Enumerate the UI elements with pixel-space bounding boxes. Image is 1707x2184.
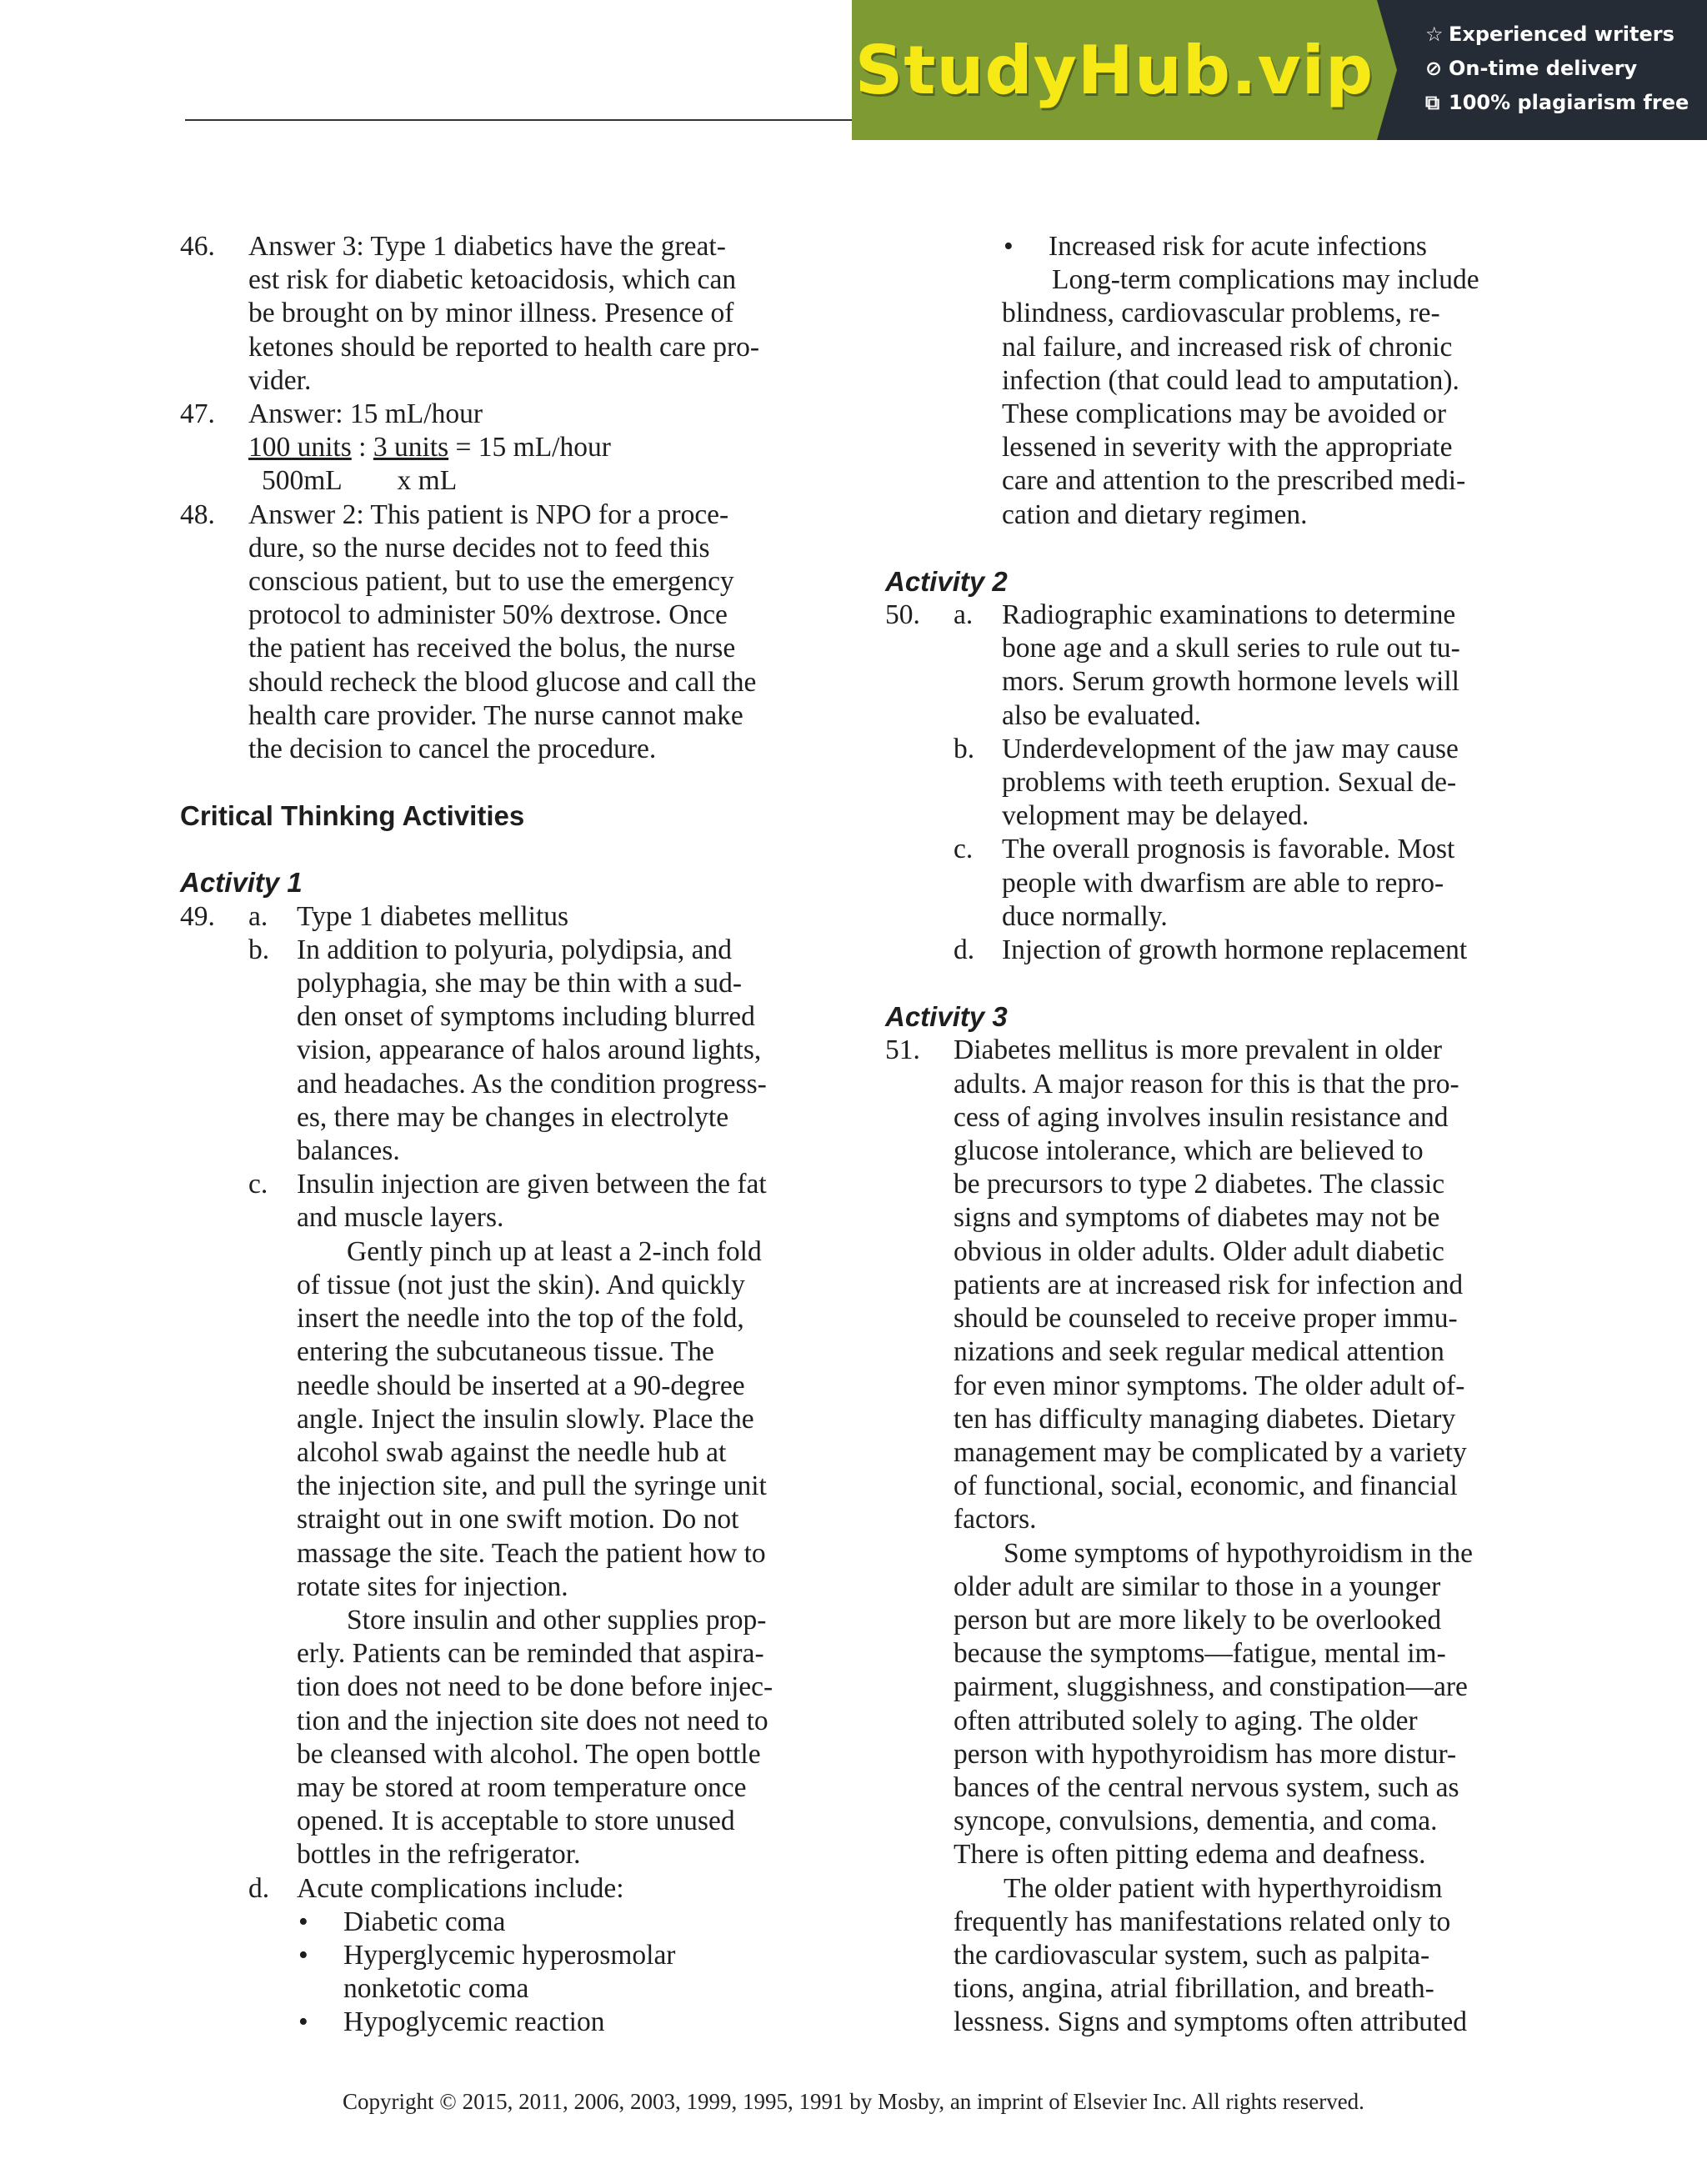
activity-3-heading: Activity 3	[885, 1001, 1008, 1033]
studyhub-banner[interactable]	[852, 0, 1707, 140]
header-rule	[185, 119, 859, 121]
answer-50	[885, 599, 1527, 967]
item-50b: b. Underdevelopment of the jaw may cause problems with teeth eruption. Sexual de- velopment may be delayed.	[954, 733, 1459, 832]
question-number: 49.	[180, 900, 215, 932]
question-number: 50.	[885, 599, 920, 631]
answer-46: 46. Answer 3: Type 1 diabetics have the great- est risk for diabetic ketoacidosis, which can be brought on by minor illness. Presence of ketones should be reported to health care pro- vider.	[180, 230, 827, 398]
banner-logo-text: StudyHub.vip	[854, 31, 1374, 109]
item-49a: a. Type 1 diabetes mellitus	[248, 900, 569, 932]
bullet-icon: •	[298, 1939, 308, 1971]
question-number: 51.	[885, 1034, 920, 1066]
item-49c: c. Insulin injection are given between the fat and muscle layers. Gently pinch up at least a 2-inch fold of tissue (not just the skin). And quickly insert the needle into the top of the fold, entering the subcutaneous tissue. The needle should be inserted at a 90-degree angle. Inject the insulin slowly. Place the alcohol swab against the needle hub at the injection site, and pull the syringe unit straight out in one swift motion. Do not massage the site. Teach the patient how to rotate sites for injection. Store insulin and other supplies prop- erly. Patients can be reminded that aspira- tion does not need to be done before injec- tion and the injection site does not need to be cleansed with alcohol. The open bottle may be stored at room temperature once opened. It is acceptable to store unused bottles in the refrigerator.	[248, 1169, 773, 1871]
copy-check-icon: ⧉	[1425, 91, 1440, 114]
list-item: • Increased risk for acute infections	[885, 230, 1527, 263]
answer-51: 51. Diabetes mellitus is more prevalent in older adults. A major reason for this is that the pro- cess of aging involves insulin resistance and glucose intolerance, which are believed to be precursors to type 2 diabetes. The classic signs and symptoms of diabetes may not be obvious in older adults. Older adult diabetic patients are at increased risk for infection and should be counseled to receive proper immu- nizations and seek regular medical attention for even minor symptoms. The older adult of- ten has difficulty managing diabetes. Dietary management may be complicated by a variety of functional, social, economic, and financial factors. Some symptoms of hypothyroidism in the older adult are similar to those in a younger person but are more likely to be overlooked because the symptoms—fatigue, mental im- pairment, sluggishness, and constipation—are often attributed solely to aging. The older person with hypothyroidism has more distur- bances of the central nervous system, such as syncope, convulsions, dementia, and coma. There is often pitting edema and deafness. The older patient with hyperthyroidism frequently has manifestations related only to the cardiovascular system, such as palpita- tions, angina, atrial fibrillation, and breath- lessness. Signs and symptoms often attributed	[885, 1034, 1527, 2039]
feature-on-time-delivery: ⊘ On-time delivery	[1425, 57, 1638, 80]
answer-47: 47. Answer: 15 mL/hour 100 units : 3 units = 15 mL/hour 500mL x mL	[180, 398, 827, 498]
list-item: • Hypoglycemic reaction	[297, 2006, 827, 2039]
banner-features	[1377, 0, 1707, 140]
item-50d: d. Injection of growth hormone replacement	[954, 934, 1468, 966]
long-term-complications: Long-term complications may include blindness, cardiovascular problems, re- nal failure, and increased risk of chronic infection (that could lead to amputation). These complications may be avoided or lessened in severity with the appropriate care and attention to the prescribed medi- cation and dietary regimen.	[1002, 264, 1479, 530]
dosage-calculation: 100 units : 3 units = 15 mL/hour	[248, 432, 611, 463]
list-item: • Diabetic coma	[297, 1906, 827, 1939]
item-50a: a. Radiographic examinations to determine bone age and a skull series to rule out tu- mors. Serum growth hormone levels will also be evaluated.	[954, 599, 1460, 731]
answer-48: 48. Answer 2: This patient is NPO for a proce- dure, so the nurse decides not to feed this conscious patient, but to use the emergency protocol to administer 50% dextrose. Once the patient has received the bolus, the nurse should recheck the blood glucose and call the health care provider. The nurse cannot make the decision to cancel the procedure.	[180, 498, 827, 767]
bullet-icon: •	[298, 2006, 308, 2038]
copyright-footer: Copyright © 2015, 2011, 2006, 2003, 1999, 1995, 1991 by Mosby, an imprint of Elsevier Inc. All rights reserved.	[343, 2089, 1364, 2114]
star-icon: ☆	[1425, 23, 1444, 46]
activity-1-heading: Activity 1	[180, 867, 303, 899]
clock-icon: ⊘	[1425, 57, 1443, 80]
item-49b: b. In addition to polyuria, polydipsia, and polyphagia, she may be thin with a sud- den onset of symptoms including blurred vision, appearance of halos around lights, and headaches. As the condition progress- es, there may be changes in electrolyte balances.	[248, 934, 767, 1167]
feature-experienced-writers: ☆ Experienced writers	[1425, 23, 1674, 46]
banner-logo[interactable]	[852, 0, 1377, 140]
left-column	[180, 230, 827, 2040]
right-column	[885, 230, 1527, 2040]
item-49d: d. Acute complications include: • Diabetic coma • Hyperglycemic hyperosmolar nonketotic coma • Hypoglycemic reaction	[248, 1872, 827, 2040]
bullet-icon: •	[1004, 231, 1014, 262]
list-item: • Hyperglycemic hyperosmolar nonketotic coma	[297, 1939, 827, 2006]
item-50c: c. The overall prognosis is favorable. Most people with dwarfism are able to repro- duce normally.	[954, 834, 1455, 932]
feature-plagiarism-free: ⧉ 100% plagiarism free	[1425, 91, 1689, 114]
section-heading: Critical Thinking Activities	[180, 800, 525, 832]
question-number: 48.	[180, 498, 215, 530]
bullet-icon: •	[298, 1906, 308, 1937]
question-number: 46.	[180, 231, 215, 262]
answer-49	[180, 900, 827, 2040]
activity-2-heading: Activity 2	[885, 565, 1008, 597]
question-number: 47.	[180, 398, 215, 430]
banner-fold	[1377, 0, 1397, 140]
